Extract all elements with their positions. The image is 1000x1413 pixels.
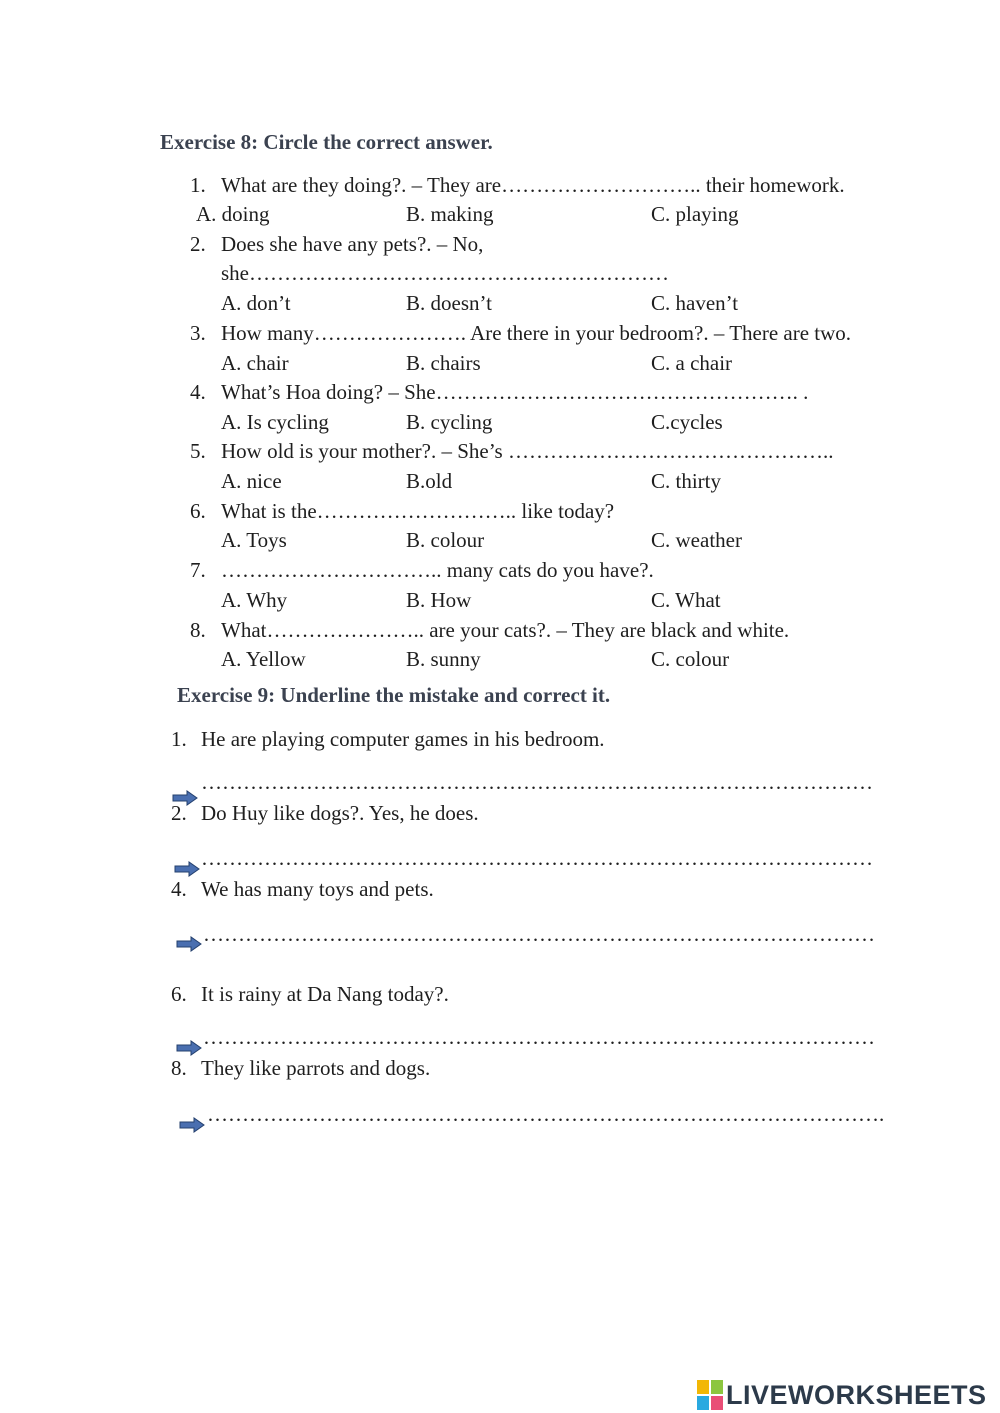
question-2-text: Does she have any pets?. – No, <box>221 232 484 256</box>
exercise-8-heading: Exercise 8: Circle the correct answer. <box>160 130 493 154</box>
question-5-option-a[interactable]: A. nice <box>221 469 282 493</box>
question-7-text: ………………………….. many cats do you have?. <box>221 558 654 582</box>
question-8-number: 8. <box>190 618 206 642</box>
question-3-option-c[interactable]: C. a chair <box>651 351 733 375</box>
question-5-option-c[interactable]: C. thirty <box>651 469 722 493</box>
question-3-text: How many…………………. Are there in your bedroom?. – There are two. <box>221 321 852 345</box>
arrow-right-icon <box>176 936 202 952</box>
question-6-option-c[interactable]: C. weather <box>651 528 742 552</box>
question-5-option-b[interactable]: B.old <box>406 469 453 493</box>
mistake-4-sentence: We has many toys and pets. <box>201 877 434 901</box>
answer-line-1[interactable]: …………………………………………………………………………………… <box>201 770 873 794</box>
question-5-number: 5. <box>190 439 206 463</box>
question-2-option-c[interactable]: C. haven’t <box>651 291 739 315</box>
arrow-right-icon <box>179 1117 205 1133</box>
question-5-text: How old is your mother?. – She’s ……………………………………….. <box>221 439 834 463</box>
question-8-option-a[interactable]: A. Yellow <box>221 647 306 671</box>
question-8-option-c[interactable]: C. colour <box>651 647 730 671</box>
question-6-text: What is the……………………….. like today? <box>221 499 615 523</box>
question-2-option-b[interactable]: B. doesn’t <box>406 291 492 315</box>
question-1-option-b[interactable]: B. making <box>406 202 494 226</box>
mistake-8-sentence: They like parrots and dogs. <box>201 1056 431 1080</box>
question-6-option-a[interactable]: A. Toys <box>221 528 287 552</box>
question-4-option-a[interactable]: A. Is cycling <box>221 410 329 434</box>
arrow-right-icon <box>176 1040 202 1056</box>
question-8-option-b[interactable]: B. sunny <box>406 647 481 671</box>
liveworksheets-logo <box>697 1378 987 1412</box>
question-3-option-a[interactable]: A. chair <box>221 351 289 375</box>
question-2-number: 2. <box>190 232 206 256</box>
answer-line-6[interactable]: …………………………………………………………………………………… <box>203 1025 875 1049</box>
arrow-right-icon <box>174 861 200 877</box>
question-6-number: 6. <box>190 499 206 523</box>
question-7-number: 7. <box>190 558 206 582</box>
mistake-8-number: 8. <box>171 1056 187 1080</box>
answer-line-4[interactable]: …………………………………………………………………………………… <box>203 922 875 946</box>
question-2-option-a[interactable]: A. don’t <box>221 291 291 315</box>
mistake-2-number: 2. <box>171 801 187 825</box>
question-4-number: 4. <box>190 380 206 404</box>
exercise-9-heading: Exercise 9: Underline the mistake and correct it. <box>177 683 611 707</box>
answer-line-2[interactable]: …………………………………………………………………………………… <box>201 846 873 870</box>
mistake-6-sentence: It is rainy at Da Nang today?. <box>201 982 449 1006</box>
question-1-text: What are they doing?. – They are……………………….. their homework. <box>221 173 845 197</box>
question-2-text-continued: she…………………………………………………… <box>221 261 669 285</box>
mistake-4-number: 4. <box>171 877 187 901</box>
answer-line-8[interactable]: ……………………………………………………………………………………. <box>207 1102 885 1126</box>
question-7-option-c[interactable]: C. What <box>651 588 721 612</box>
mistake-6-number: 6. <box>171 982 187 1006</box>
mistake-1-sentence: He are playing computer games in his bedroom. <box>201 727 605 751</box>
question-6-option-b[interactable]: B. colour <box>406 528 485 552</box>
question-7-option-b[interactable]: B. How <box>406 588 472 612</box>
question-4-text: What’s Hoa doing? – She……………………………………………. . <box>221 380 809 404</box>
question-8-text: What………………….. are your cats?. – They are black and white. <box>221 618 790 642</box>
mistake-1-number: 1. <box>171 727 187 751</box>
question-4-option-c[interactable]: C.cycles <box>651 410 723 434</box>
question-3-option-b[interactable]: B. chairs <box>406 351 481 375</box>
question-1-option-a[interactable]: A. doing <box>196 202 270 226</box>
question-1-number: 1. <box>190 173 206 197</box>
mistake-2-sentence: Do Huy like dogs?. Yes, he does. <box>201 801 479 825</box>
question-7-option-a[interactable]: A. Why <box>221 588 288 612</box>
question-1-option-c[interactable]: C. playing <box>651 202 739 226</box>
question-3-number: 3. <box>190 321 206 345</box>
liveworksheets-logo-icon <box>697 1380 723 1410</box>
question-4-option-b[interactable]: B. cycling <box>406 410 493 434</box>
liveworksheets-logo-text: LIVEWORKSHEETS <box>726 1379 987 1410</box>
